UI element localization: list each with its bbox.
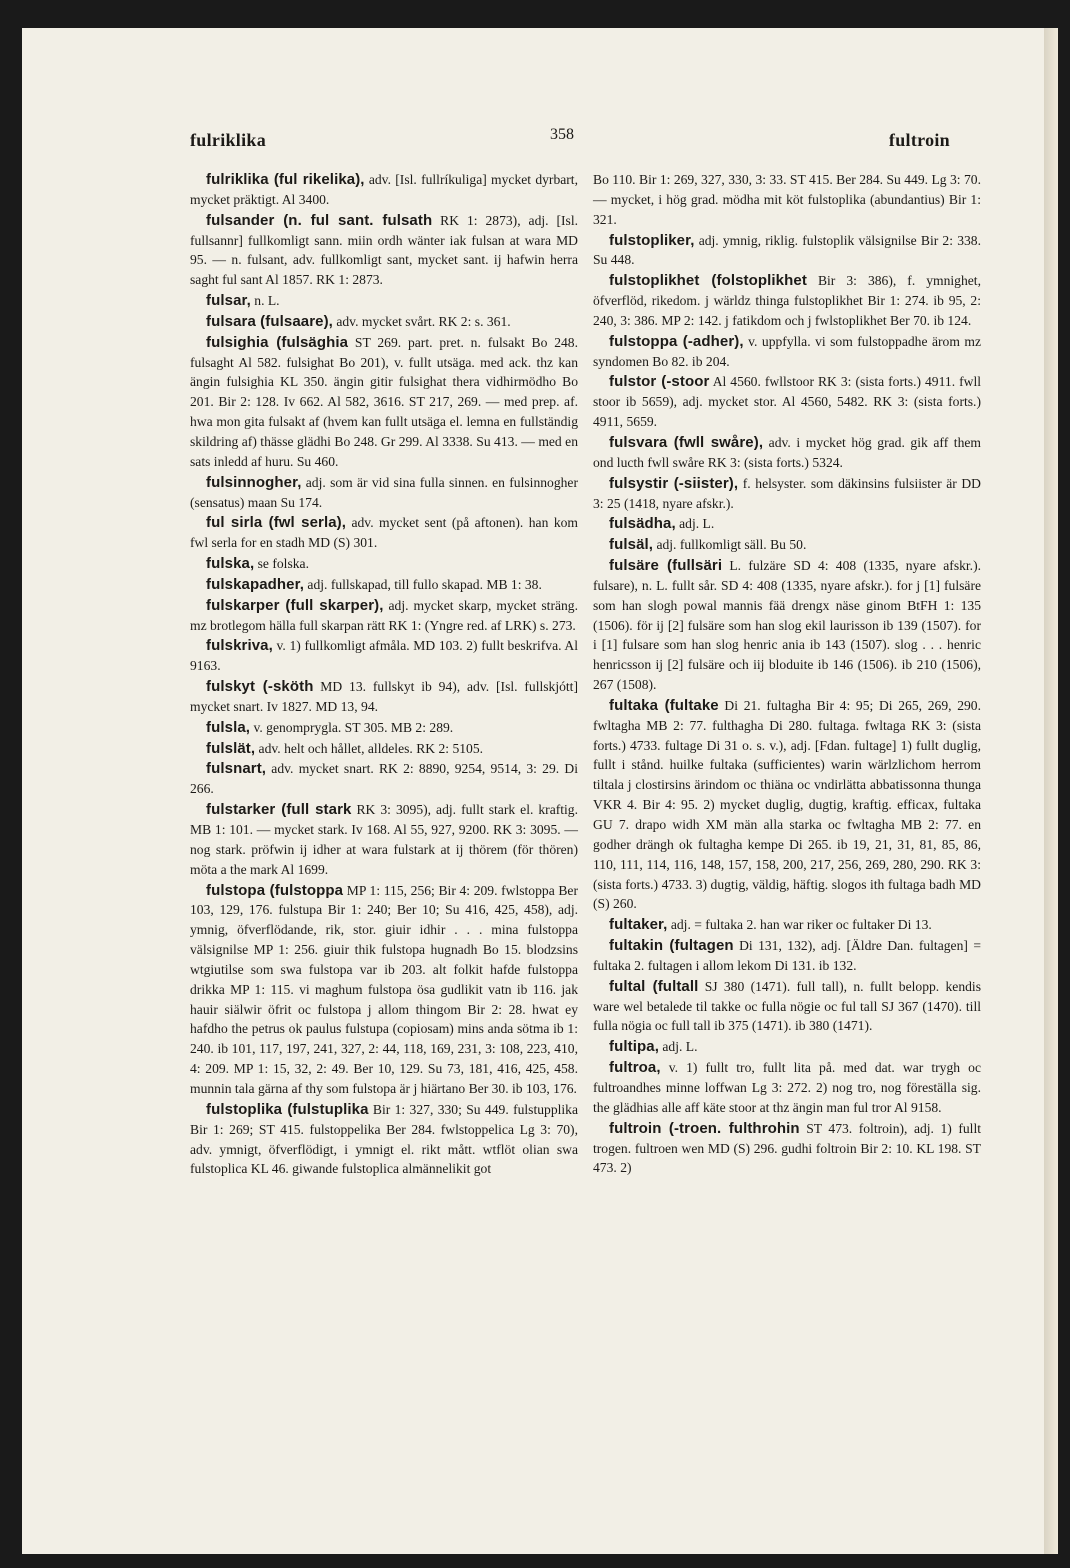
dictionary-entry <box>190 759 578 799</box>
entry-headword: fultal (fultall <box>609 977 699 995</box>
entry-headword: fulsinnogher, <box>206 473 302 491</box>
entry-headword: fulsara (fulsaare), <box>206 312 333 330</box>
entry-headword: fulstor (-stoor <box>609 373 710 391</box>
entry-definition: adv. mycket svårt. RK 2: s. 361. <box>332 313 511 329</box>
entry-definition: RK 1: 2873), adj. [Isl. fullsannr] fullkomligt sann. miin ordh wänter iak fulsan at wara MD 95. — n. fulsant, adv. fullkomligt sant, mycket sant. ij hafwin herra saght ful sant Al 1857. RK 1: 2873. <box>190 212 578 288</box>
entry-definition: v. uppfylla. vi som fulstoppadhe ärom mz syndomen Bo 82. ib 204. <box>593 333 981 369</box>
dictionary-entry <box>593 915 981 935</box>
dictionary-entry <box>190 554 578 574</box>
entry-definition: adj. som är vid sina fulla sinnen. en fulsinnogher (sensatus) maan Su 174. <box>190 474 578 510</box>
entry-definition: adv. helt och hållet, alldeles. RK 2: 5105. <box>255 740 484 756</box>
entry-definition: Di 131, 132), adj. [Äldre Dan. fultagen] = fultaka 2. fultagen i allom lekom Di 131. ib 132. <box>593 938 981 973</box>
entry-definition: v. genomprygla. ST 305. MB 2: 289. <box>250 719 454 735</box>
entry-headword: fulsander (n. ful sant. fulsath <box>206 211 433 229</box>
dictionary-entry <box>593 332 981 372</box>
entry-definition: adv. [Isl. fullríkuliga] mycket dyrbart, mycket präktigt. Al 3400. <box>190 172 578 207</box>
entry-headword: fulsla, <box>206 718 251 736</box>
entry-definition: adj. ymnig, riklig. fulstoplik välsignilse Bir 2: 338. Su 448. <box>593 232 981 268</box>
entry-definition: se folska. <box>254 556 309 572</box>
entry-headword: fulsäre (fullsäri <box>609 557 723 575</box>
dictionary-entry <box>593 514 981 534</box>
entry-headword: fulslät, <box>206 739 256 757</box>
dictionary-entry <box>190 800 578 879</box>
dictionary-entry <box>593 170 981 230</box>
dictionary-entry <box>190 718 578 738</box>
dictionary-entry <box>190 739 578 759</box>
dictionary-entry <box>593 696 981 914</box>
entry-definition: n. L. <box>250 293 280 309</box>
entry-definition: Bo 110. Bir 1: 269, 327, 330, 3: 33. ST 415. Ber 284. Su 449. Lg 3: 70. — mycket, i hög grad. mödha mit köt fulstoplika (abundantius) Bir 1: 321. <box>593 172 981 227</box>
page-number: 358 <box>550 126 574 143</box>
entry-headword: fulstoplika (fulstuplika <box>206 1100 369 1118</box>
entry-headword: fulriklika (ful rikelika), <box>206 171 365 188</box>
entry-headword: fulskarper (full skarper), <box>206 596 384 614</box>
right-column <box>593 170 981 1179</box>
entry-headword: fulsäl, <box>609 536 654 554</box>
entry-definition: v. 1) fullt tro, fullt lita på. med dat. war trygh oc fultroandhes minne loffwan Lg 3: 272. 2) nog tro, nog föreställa sig. the glädhias alle aff käte stoor at thz ängin man ful tror Al 9158. <box>593 1060 981 1115</box>
dictionary-entry <box>190 170 578 210</box>
dictionary-entry <box>190 291 578 311</box>
page-edge <box>1044 28 1058 1554</box>
entry-definition: RK 3: 3095), adj. fullt stark el. kraftig. MB 1: 101. — mycket stark. Iv 168. Al 55, 927, 9200. RK 3: 3095. — nog stark. pröfwin ij idher at wara fulstark at ij thörem (för thören) möta a the mark Al 1699. <box>190 802 579 877</box>
dictionary-entry <box>190 473 578 513</box>
entry-definition: Al 4560. fwllstoor RK 3: (sista forts.) 4911. fwll stoor ib 5659), adj. mycket stor. Al 4560, 5482. RK 3: (sista forts.) 4911, 5659. <box>593 374 981 430</box>
entry-definition: adj. fullkomligt säll. Bu 50. <box>653 537 807 553</box>
dictionary-entry <box>593 556 981 695</box>
dictionary-entry <box>593 1058 981 1118</box>
dictionary-entry <box>593 231 981 271</box>
entry-definition: Bir 3: 386), f. ymnighet, öfverflöd, rikedom. j wärldz thinga fulstoplikhet Bir 1: 274. ib 95, 2: 240, 3: 386. MP 2: 142. j fatikdom och j fwlstoplikhet Ber 70. ib 124. <box>593 273 981 328</box>
entry-headword: fulskriva, <box>206 637 273 655</box>
entry-headword: fultakin (fultagen <box>609 937 734 955</box>
dictionary-entry <box>593 372 981 432</box>
header-right-guide-word: fultroin <box>888 130 950 150</box>
entry-headword: fulstopa (fulstoppa <box>206 881 344 899</box>
entry-headword: fulsighia (fulsäghia <box>206 333 349 351</box>
entry-headword: fultaker, <box>609 916 668 934</box>
entry-headword: fulstarker (full stark <box>206 801 352 819</box>
entry-definition: adj. = fultaka 2. han war riker oc fultaker Di 13. <box>667 917 932 933</box>
left-column <box>190 170 578 1180</box>
dictionary-entry <box>190 677 578 717</box>
dictionary-entry <box>190 575 578 595</box>
entry-definition: MP 1: 115, 256; Bir 4: 209. fwlstoppa Ber 103, 129, 176. fulstupa Bir 1: 240; Ber 10; Su 416, 425, 458), adj. ymnig, öfverflödande, rik, stor. giuir idhir . . . mina fulstoppa välsignilse MP 1: 256. giuir thik fulstopa hugnadh Bo 15. blodzsins wtgiutilse som swa fulstopa var ib 203. alt folkit hafde fulstoppa drikka MP 1: 115. vi maghum fulstopa ösa gudlikit vatn ib 116. jak hauir siälwir öfrit oc fulstopa j allom thingom Bir 2: 28. hwat ey hafdho the petrus ok paulus fulstupa (copiosam) mins anda sötma ib 1: 240. ib 101, 117, 197, 241, 327, 2: 44, 118, 169, 231, 3: 108, 223, 410, 4: 209. MP 1: 15, 32, 2: 49. Ber 10, 129. Su 73, 181, 416, 425, 458. munnin tala gärna af thy som fulstopa är j hiärtano Ber 30. ib 103, 176. <box>190 882 578 1096</box>
dictionary-entry <box>593 1037 981 1057</box>
entry-headword: fultroa, <box>609 1059 661 1077</box>
dictionary-page <box>22 28 1058 1554</box>
dictionary-entry <box>593 474 981 514</box>
entry-headword: fultipa, <box>609 1038 659 1056</box>
entry-headword: fulsystir (-siister), <box>609 474 739 492</box>
entry-definition: adj. mycket skarp, mycket sträng. mz brotlegom hälla full skarpan rätt RK 1: (Yngre red. af LRK) s. 273. <box>190 597 579 633</box>
entry-headword: fulskapadher, <box>206 575 305 593</box>
entry-definition: adj. L. <box>675 516 715 532</box>
dictionary-entry <box>593 936 981 976</box>
dictionary-entry <box>190 513 578 553</box>
dictionary-entry <box>593 271 981 331</box>
dictionary-entry <box>190 333 578 472</box>
dictionary-entry <box>190 636 578 676</box>
entry-headword: fulstoplikhet (folstoplikhet <box>609 272 807 290</box>
entry-definition: adv. mycket snart. RK 2: 8890, 9254, 9514, 3: 29. Di 266. <box>190 761 578 797</box>
page-header <box>22 126 1058 160</box>
entry-definition: Di 21. fultagha Bir 4: 95; Di 265, 269, 290. fwltagha MB 2: 77. fulthagha Di 280. fultaga. fwltaga RK 3: (sista forts.) 4733. fultage Di 31 o. s. v.), adj. [Fdan. fultage] 1) fullt duglig, fullt i stånd. huilke fultaka (sufficientes) warin wärlzlichom herrom tiltala j clostirsins ärindom oc thiäna oc vndirlätta abbatissonna thunga VKR 4. Bir 4: 95. 2) mycket duglig, dugtig, kraftig. efficax, fultaka GU 7. drapo widh XM män alla starka oc fwltagha MB 2: 77. en godher drängh ok fultagha kempe Di 265. ib 19, 21, 31, 81, 85, 86, 110, 111, 114, 116, 148, 157, 158, 200, 217, 256, 269, 280, 290. RK 3: (sista forts.) 4733. 3) dugtig, väldig, häftig. slogos ith fultaga badh MD (S) 260. <box>593 697 981 912</box>
dictionary-entry <box>593 1119 981 1179</box>
dictionary-entry <box>190 312 578 332</box>
header-left-guide-word: fulriklika <box>190 130 267 150</box>
entry-definition: adv. i mycket hög grad. gik aff them ond lucth fwll swåre RK 3: (sista forts.) 5324. <box>593 434 981 470</box>
entry-headword: fulsädha, <box>609 515 676 533</box>
entry-definition: adj. L. <box>658 1039 698 1055</box>
entry-headword: fultaka (fultake <box>609 696 719 714</box>
dictionary-entry <box>593 535 981 555</box>
entry-definition: Bir 1: 327, 330; Su 449. fulstupplika Bir 1: 269; ST 415. fulstoppelika Ber 284. fwlstoppelica Lg 3: 70), adv. ymnigt, öfverflödigt, i ymnigt el. rikt mått. wtflöt olian swa fulstoplica KL 46. giwande fulstoplica almännelikit got <box>190 1101 579 1177</box>
dictionary-entry <box>593 977 981 1037</box>
entry-headword: fulsar, <box>206 292 251 310</box>
entry-definition: v. 1) fullkomligt afmåla. MD 103. 2) fullt beskrifva. Al 9163. <box>190 638 578 674</box>
entry-definition: ST 473. foltroin), adj. 1) fullt trogen. fultroen wen MD (S) 296. gudhi foltroin Bir 2: 10. KL 198. ST 473. 2) <box>593 1120 982 1176</box>
entry-headword: fulskyt (-sköth <box>206 678 314 696</box>
entry-definition: adj. fullskapad, till fullo skapad. MB 1: 38. <box>304 576 542 592</box>
entry-definition: MD 13. fullskyt ib 94), adv. [Isl. fullskjótt] mycket snart. Iv 1827. MD 13, 94. <box>190 679 578 714</box>
entry-headword: fulstopliker, <box>609 231 695 249</box>
entry-headword: fulsvara (fwll swåre), <box>609 433 764 451</box>
entry-definition: adv. mycket sent (på aftonen). han kom fwl serla for en stadh MD (S) 301. <box>190 515 578 551</box>
entry-headword: fultroin (-troen. fulthrohin <box>609 1119 800 1137</box>
dictionary-entry <box>593 433 981 473</box>
dictionary-entry <box>190 881 578 1099</box>
entry-definition: SJ 380 (1471). full tall), n. fullt belopp. kendis ware wel betalede til takke oc fulla nögie oc ful tall SJ 367 (1470). till fulla nögia oc full tall ib 375 (1471). ib 380 (1471). <box>593 978 981 1034</box>
dictionary-entry <box>190 211 578 290</box>
entry-headword: fulstoppa (-adher), <box>609 332 744 350</box>
entry-definition: ST 269. part. pret. n. fulsakt Bo 248. fulsaght Al 582. fulsighat Bo 201), v. fullt utsäga. med ack. thz kan ängin fulsighia KL 350. ängin gitir fulsighat thera vidhirmödho Bo 201. Bir 2: 128. Iv 662. Al 582, 3616. ST 217, 269. — med prep. af. hwa mon gita fulsakt af (hvem kan fullt utsäga el. lemna en fullständig skildring af) thässe glädhi Bo 248. Gr 299. Al 3338. Su 413. — med en sats inledd af huru. Su 460. <box>190 334 578 469</box>
entry-headword: fulska, <box>206 555 255 573</box>
entry-headword: fulsnart, <box>206 760 267 778</box>
entry-definition: L. fulzäre SD 4: 408 (1335, nyare afskr.). fulsare), n. L. fullt sår. SD 4: 408 (1335, nyare afskr.). for j [1] fulsäre som han slogh powal mannis fää drengx näse ginom BtFH 1: 135 (1506). för ij [2] fulsäre som han slog ekil laurisson ib 139 (1507). for i [1] fulsare som han slog henric ania ib 143 (1507). slog . . . henric henricsson ij [2] fulsäre och iij bloduite ib 146 (1506). ib 210 (1506), 267 (1508). <box>593 558 982 693</box>
entry-definition: f. helsyster. som däkinsins fulsiister är DD 3: 25 (1418, nyare afskr.). <box>593 475 982 511</box>
entry-headword: ful sirla (fwl serla), <box>206 514 347 532</box>
dictionary-entry <box>190 596 578 636</box>
dictionary-entry <box>190 1100 578 1179</box>
